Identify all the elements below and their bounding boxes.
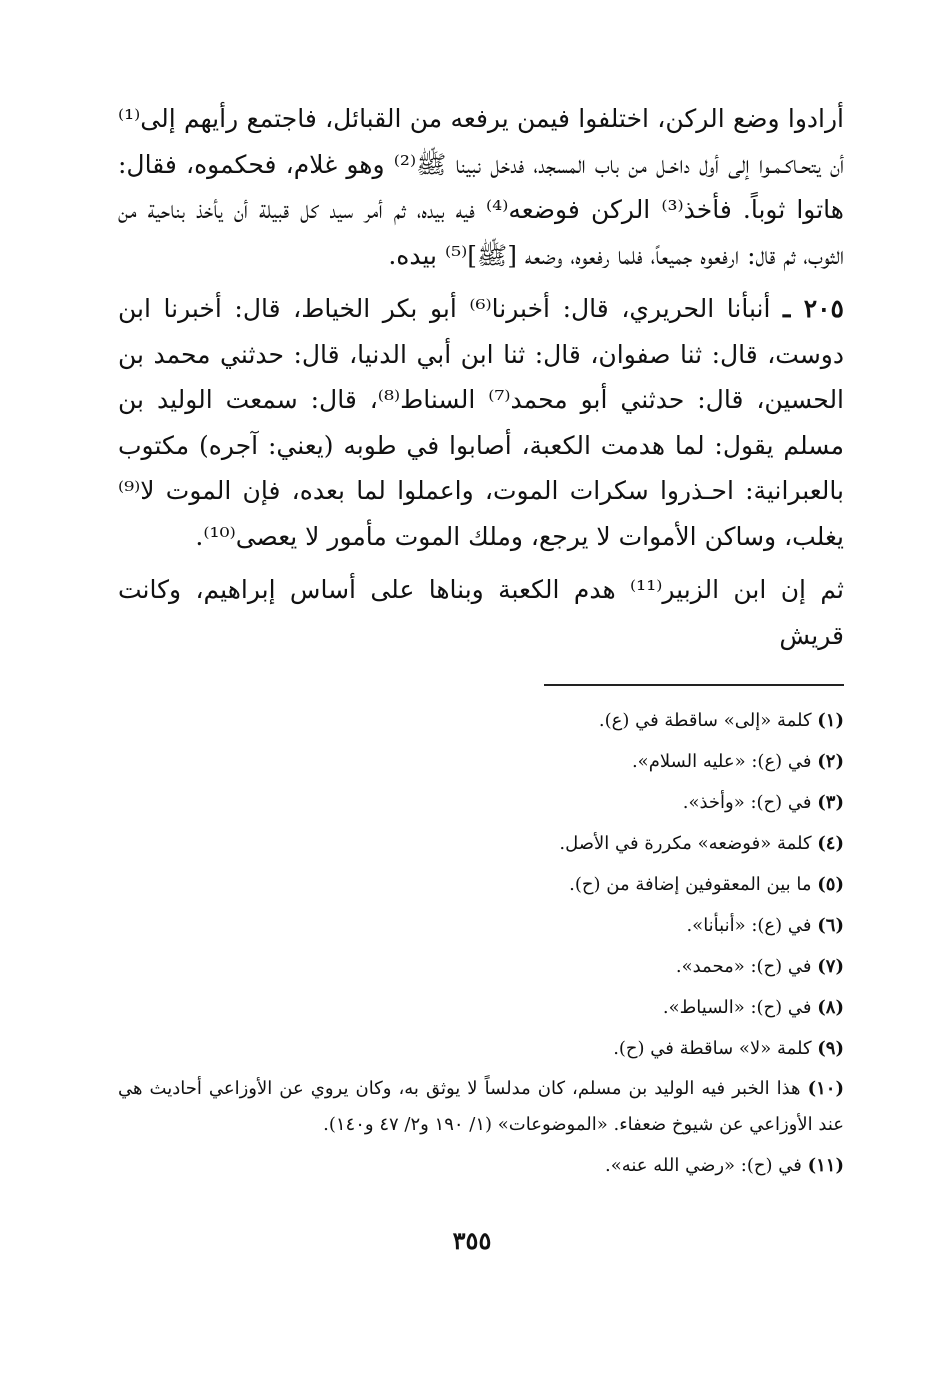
footnote-divider	[544, 684, 844, 686]
footnote-7	[118, 946, 844, 987]
footnote-5	[118, 864, 844, 905]
footnote-1	[118, 700, 844, 741]
paragraph-1: أرادوا وضع الركن، اختلفوا فيمن يرفعه من القبائل، فاجتمع رأيهم إلى⁽¹⁾ أن يتحـاكـمـوا إلى أول داخـل من باب المسجد، فدخل نبينا ﷺ⁽²⁾ وهو غلام، فحكموه، فقال: هاتوا ثوباً. فأخذ⁽³⁾ الركن فوضعه⁽⁴⁾ فيه بيده، ثم أمر سيد كل قبيلة أن يأخذ بناحية من الثوب، ثم قال: ارفعوه جميعاً، فلما رفعوه، وضعه [ﷺ]⁽⁵⁾ بيده.	[118, 104, 844, 270]
footnote-number: (٦)	[817, 915, 844, 936]
footnote-2	[118, 741, 844, 782]
footnote-4	[118, 823, 844, 864]
footnote-number: (٥)	[817, 874, 844, 895]
paragraph-2-text: أنبأنا الحريري، قال: أخبرنا⁽⁶⁾ أبو بكر الخياط، قال: أخبرنا ابن دوست، قال: ثنا صفوان، قال: ثنا ابن أبي الدنيا، قال: حدثني محمد بن الحسين، قال: حدثني أبو محمد⁽⁷⁾ السناط⁽⁸⁾، قال: سمعت الوليد بن مسلم يقول: لما هدمت الكعبة، أصابوا في طوبه (يعني: آجره) مكتوب بالعبرانية: احـذروا سكرات الموت، واعملوا لما بعده، فإن الموت لا⁽⁹⁾ يغلب، وساكن الأموات لا يرجع، وملك الموت مأمور لا يعصى⁽¹⁰⁾.	[118, 294, 845, 551]
footnote-number: (٤)	[817, 833, 844, 854]
footnote-3	[118, 782, 844, 823]
footnote-number: (٧)	[817, 956, 844, 977]
footnotes	[118, 700, 844, 1186]
footnote-text: كلمة «إلى» ساقطة في (ع).	[598, 710, 812, 731]
item-number: ٢٠٥ ـ	[783, 294, 844, 323]
footnote-text: في (ح): «السياط».	[662, 997, 812, 1018]
footnote-text: ما بين المعقوفين إضافة من (ح).	[569, 874, 812, 895]
footnote-8	[118, 987, 844, 1028]
footnote-text: في (ح): «وأخذ».	[682, 792, 812, 813]
footnote-text: كلمة «فوضعه» مكررة في الأصل.	[559, 833, 812, 854]
paragraph-3: ثم إن ابن الزبير⁽¹¹⁾ هدم الكعبة وبناها على أساس إبراهيم، وكانت قريش	[118, 575, 844, 650]
footnote-number: (٨)	[817, 997, 844, 1018]
footnote-6	[118, 905, 844, 946]
footnote-text: في (ح): «محمد».	[675, 956, 812, 977]
footnote-number: (٣)	[817, 792, 844, 813]
footnote-11	[118, 1145, 844, 1186]
footnote-text: هذا الخبر فيه الوليد بن مسلم، كان مدلساً لا يوثق به، وكان يروي عن الأوزاعي أحاديث هي عند الأوزاعي عن شيوخ ضعفاء. «الموضوعات» (١/ ١٩٠ و٢/ ٤٧ و١٤٠).	[118, 1078, 844, 1135]
footnote-9	[118, 1028, 844, 1069]
footnote-number: (١١)	[807, 1155, 844, 1176]
paragraph-2	[118, 286, 844, 559]
footnote-text: في (ع): «أنبأنا».	[686, 915, 812, 936]
footnote-10	[118, 1069, 844, 1145]
footnote-text: في (ع): «عليه السلام».	[631, 751, 812, 772]
footnote-number: (٩)	[817, 1038, 844, 1059]
footnote-text: في (ح): «رضي الله عنه».	[604, 1155, 802, 1176]
footnote-text: كلمة «لا» ساقطة في (ح).	[613, 1038, 812, 1059]
main-text	[118, 96, 844, 658]
footnote-number: (١)	[817, 710, 844, 731]
footnote-number: (٢)	[817, 751, 844, 772]
footnote-number: (١٠)	[807, 1078, 844, 1099]
page-number: ٣٥٥	[452, 1226, 492, 1255]
